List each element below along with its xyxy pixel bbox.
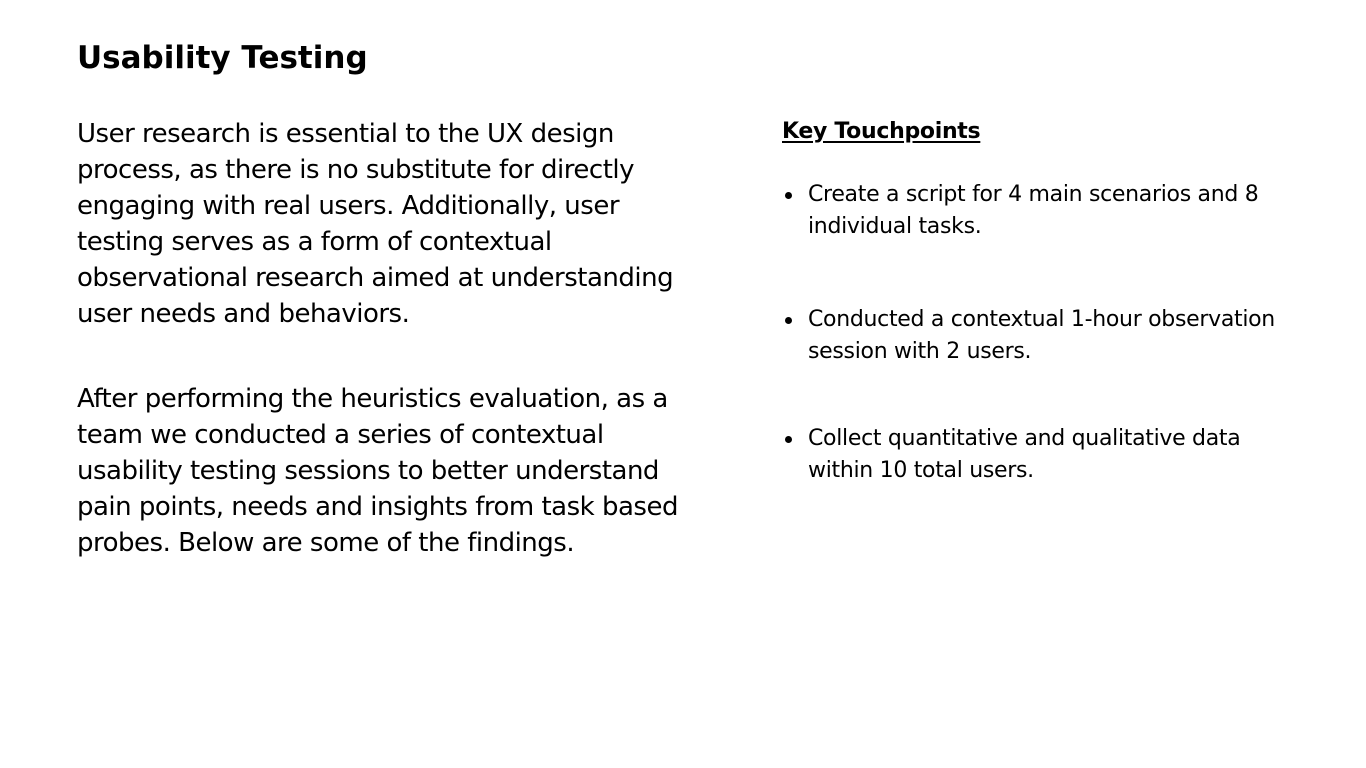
touchpoint-text: Create a script for 4 main scenarios and 8 individual tasks. xyxy=(808,182,1259,239)
touchpoint-text: Conducted a contextual 1-hour observation session with 2 users. xyxy=(808,307,1275,364)
list-item xyxy=(782,179,1302,243)
page-title: Usability Testing xyxy=(77,40,368,76)
list-item xyxy=(782,304,1302,368)
bullet-icon xyxy=(785,436,792,443)
touchpoints-section xyxy=(782,116,1302,483)
touchpoints-heading: Key Touchpoints xyxy=(782,119,981,144)
bullet-icon xyxy=(785,192,792,199)
list-item xyxy=(782,423,1302,487)
bullet-icon xyxy=(785,317,792,324)
intro-paragraph-research: User research is essential to the UX design process, as there is no substitute for directly engaging with real users. Additionally, user testing serves as a form of contextual observational research aimed at understanding user needs and behaviors. xyxy=(77,119,674,329)
intro-section xyxy=(77,116,697,561)
intro-paragraph-testing: After performing the heuristics evaluation, as a team we conducted a series of contextual usability testing sessions to better understand pain points, needs and insights from task based probes. Below are some of the findings. xyxy=(77,384,678,558)
touchpoint-text: Collect quantitative and qualitative data within 10 total users. xyxy=(808,426,1241,483)
